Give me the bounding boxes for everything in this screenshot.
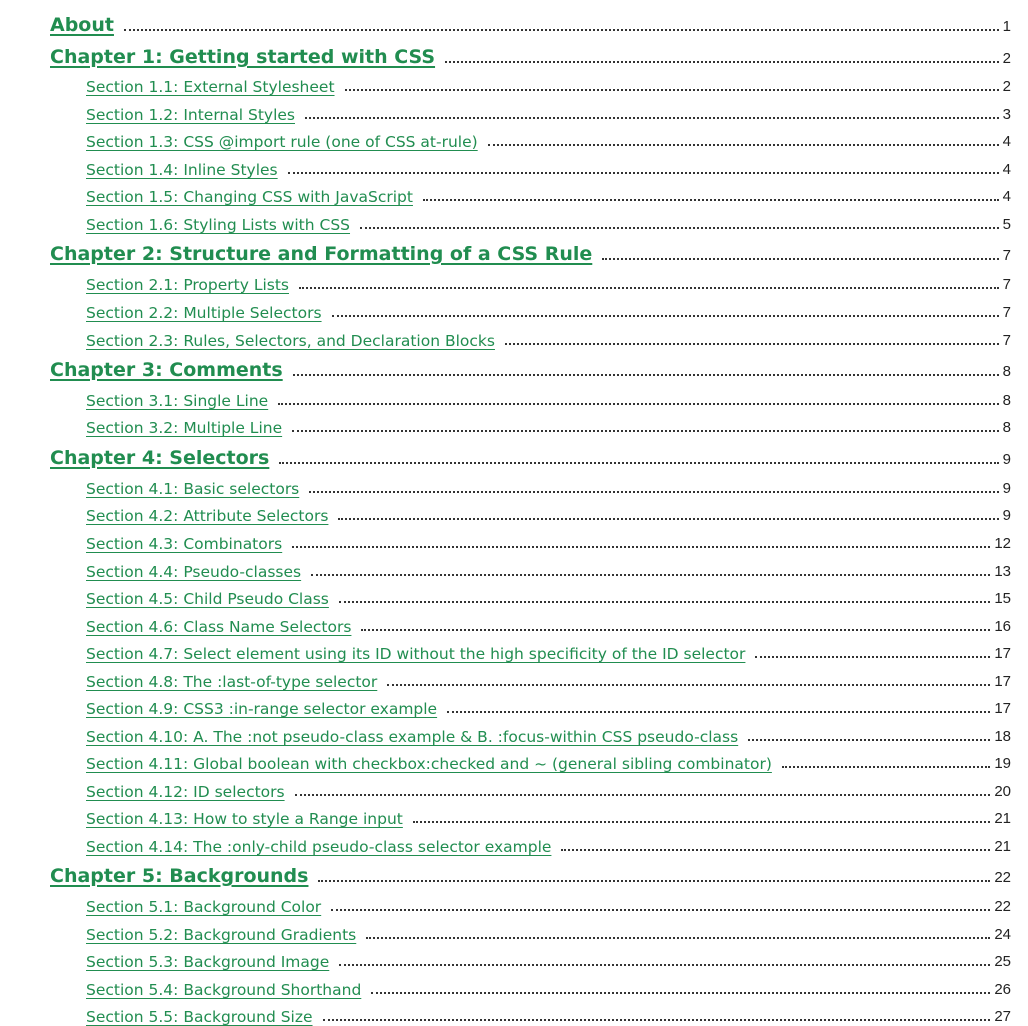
toc-section-entry [86, 749, 1011, 773]
page-number: 22 [994, 898, 1011, 915]
page-number: 2 [1002, 50, 1011, 67]
dot-leader [332, 315, 999, 317]
dot-leader [360, 227, 999, 229]
toc-section-entry [86, 127, 1011, 151]
section-link[interactable]: Section 4.3: Combinators [86, 535, 283, 553]
section-link[interactable]: Section 5.4: Background Shorthand [86, 981, 362, 999]
toc-section-entry [86, 804, 1011, 828]
dot-leader [361, 629, 990, 631]
dot-leader [338, 518, 998, 520]
toc-section-entry [86, 474, 1011, 498]
toc-chapter-entry [50, 8, 1011, 36]
page-number: 21 [994, 838, 1011, 855]
page-number: 2 [1002, 78, 1011, 95]
toc-section-entry [86, 501, 1011, 525]
dot-leader [413, 821, 990, 823]
page-number: 9 [1002, 507, 1011, 524]
chapter-link[interactable]: Chapter 4: Selectors [50, 447, 270, 469]
section-link[interactable]: Section 5.2: Background Gradients [86, 926, 357, 944]
section-link[interactable]: Section 2.2: Multiple Selectors [86, 304, 322, 322]
dot-leader [748, 739, 990, 741]
section-link[interactable]: Section 4.12: ID selectors [86, 783, 285, 801]
page-number: 4 [1002, 133, 1011, 150]
page-number: 22 [994, 869, 1011, 886]
page-number: 8 [1002, 419, 1011, 436]
section-link[interactable]: Section 1.5: Changing CSS with JavaScript [86, 188, 413, 206]
chapter-link[interactable]: Chapter 3: Comments [50, 359, 283, 381]
toc-section-entry [86, 529, 1011, 553]
toc-section-entry [86, 210, 1011, 234]
section-link[interactable]: Section 4.10: A. The :not pseudo-class example & B. :focus-within CSS pseudo-class [86, 728, 739, 746]
dot-leader [561, 849, 990, 851]
page-number: 4 [1002, 161, 1011, 178]
toc-section-entry [86, 777, 1011, 801]
section-link[interactable]: Section 1.1: External Stylesheet [86, 78, 335, 96]
toc-chapter-entry [50, 353, 1011, 381]
toc-section-entry [86, 270, 1011, 294]
toc-section-entry [86, 298, 1011, 322]
section-link[interactable]: Section 4.11: Global boolean with checkbox:checked and ~ (general sibling combinator) [86, 755, 772, 773]
toc-section-entry [86, 832, 1011, 856]
toc-section-entry [86, 1002, 1011, 1026]
toc-section-entry [86, 326, 1011, 350]
section-link[interactable]: Section 4.8: The :last-of-type selector [86, 673, 378, 691]
dot-leader [345, 89, 999, 91]
page-number: 21 [994, 810, 1011, 827]
section-link[interactable]: Section 4.9: CSS3 :in-range selector example [86, 700, 438, 718]
toc-section-entry [86, 892, 1011, 916]
page-number: 8 [1002, 392, 1011, 409]
page-number: 12 [994, 535, 1011, 552]
section-link[interactable]: Section 4.2: Attribute Selectors [86, 507, 329, 525]
dot-leader [288, 172, 999, 174]
dot-leader [309, 491, 998, 493]
toc-section-entry [86, 975, 1011, 999]
toc-section-entry [86, 612, 1011, 636]
page-number: 13 [994, 563, 1011, 580]
page-number: 25 [994, 953, 1011, 970]
toc-section-entry [86, 413, 1011, 437]
page-number: 17 [994, 700, 1011, 717]
toc-section-entry [86, 182, 1011, 206]
section-link[interactable]: Section 5.1: Background Color [86, 898, 322, 916]
toc-section-entry [86, 557, 1011, 581]
toc-chapter-entry [50, 40, 1011, 68]
page-number: 18 [994, 728, 1011, 745]
section-link[interactable]: Section 3.1: Single Line [86, 392, 269, 410]
dot-leader [447, 711, 990, 713]
dot-leader [292, 430, 999, 432]
chapter-link[interactable]: Chapter 2: Structure and Formatting of a CSS Rule [50, 243, 593, 265]
dot-leader [124, 29, 999, 31]
toc-section-entry [86, 639, 1011, 663]
section-link[interactable]: Section 2.3: Rules, Selectors, and Declaration Blocks [86, 332, 495, 350]
section-link[interactable]: Section 1.2: Internal Styles [86, 106, 295, 124]
dot-leader [339, 964, 990, 966]
page-number: 7 [1002, 332, 1011, 349]
dot-leader [295, 794, 991, 796]
dot-leader [505, 343, 999, 345]
dot-leader [339, 601, 990, 603]
dot-leader [755, 656, 990, 658]
section-link[interactable]: Section 4.4: Pseudo-classes [86, 563, 302, 581]
page-number: 7 [1002, 247, 1011, 264]
dot-leader [371, 992, 990, 994]
page-number: 8 [1002, 363, 1011, 380]
section-link[interactable]: Section 4.14: The :only-child pseudo-class selector example [86, 838, 552, 856]
chapter-link[interactable]: Chapter 1: Getting started with CSS [50, 46, 436, 68]
page-number: 17 [994, 645, 1011, 662]
dot-leader [387, 684, 990, 686]
section-link[interactable]: Section 1.6: Styling Lists with CSS [86, 216, 351, 234]
page-number: 26 [994, 981, 1011, 998]
dot-leader [331, 909, 990, 911]
page-number: 3 [1002, 106, 1011, 123]
page-number: 9 [1002, 451, 1011, 468]
section-link[interactable]: Section 3.2: Multiple Line [86, 419, 283, 437]
dot-leader [292, 546, 990, 548]
dot-leader [782, 766, 990, 768]
page-number: 24 [994, 926, 1011, 943]
page-number: 20 [994, 783, 1011, 800]
dot-leader [318, 880, 990, 882]
toc-section-entry [86, 694, 1011, 718]
chapter-link[interactable]: About [50, 14, 114, 36]
dot-leader [488, 144, 999, 146]
toc-chapter-entry [50, 237, 1011, 265]
toc-section-entry [86, 920, 1011, 944]
dot-leader [305, 117, 999, 119]
section-link[interactable]: Section 4.13: How to style a Range input [86, 810, 403, 828]
toc-section-entry [86, 72, 1011, 96]
toc-section-entry [86, 386, 1011, 410]
toc-section-entry [86, 667, 1011, 691]
section-link[interactable]: Section 4.1: Basic selectors [86, 480, 300, 498]
toc-section-entry [86, 155, 1011, 179]
page-number: 19 [994, 755, 1011, 772]
dot-leader [293, 374, 999, 376]
dot-leader [445, 61, 999, 63]
section-link[interactable]: Section 1.3: CSS @import rule (one of CSS at-rule) [86, 133, 478, 151]
page-number: 15 [994, 590, 1011, 607]
section-link[interactable]: Section 5.5: Background Size [86, 1008, 313, 1026]
page-number: 5 [1002, 216, 1011, 233]
section-link[interactable]: Section 4.7: Select element using its ID without the high specificity of the ID selector [86, 645, 746, 663]
dot-leader [299, 287, 999, 289]
page-number: 7 [1002, 304, 1011, 321]
section-link[interactable]: Section 4.5: Child Pseudo Class [86, 590, 329, 608]
section-link[interactable]: Section 2.1: Property Lists [86, 276, 289, 294]
toc-section-entry [86, 722, 1011, 746]
page-number: 4 [1002, 188, 1011, 205]
dot-leader [602, 258, 998, 260]
section-link[interactable]: Section 4.6: Class Name Selectors [86, 618, 352, 636]
section-link[interactable]: Section 1.4: Inline Styles [86, 161, 278, 179]
page-number: 9 [1002, 480, 1011, 497]
toc-section-entry [86, 584, 1011, 608]
section-link[interactable]: Section 5.3: Background Image [86, 953, 330, 971]
page-number: 7 [1002, 276, 1011, 293]
dot-leader [278, 403, 998, 405]
dot-leader [366, 937, 990, 939]
page-number: 27 [994, 1008, 1011, 1025]
toc-section-entry [86, 100, 1011, 124]
toc-chapter-entry [50, 859, 1011, 887]
page-number: 1 [1002, 18, 1011, 35]
page-number: 17 [994, 673, 1011, 690]
dot-leader [423, 199, 999, 201]
dot-leader [279, 462, 998, 464]
chapter-link[interactable]: Chapter 5: Backgrounds [50, 865, 309, 887]
dot-leader [311, 574, 990, 576]
toc-section-entry [86, 947, 1011, 971]
page-number: 16 [994, 618, 1011, 635]
toc-chapter-entry [50, 441, 1011, 469]
